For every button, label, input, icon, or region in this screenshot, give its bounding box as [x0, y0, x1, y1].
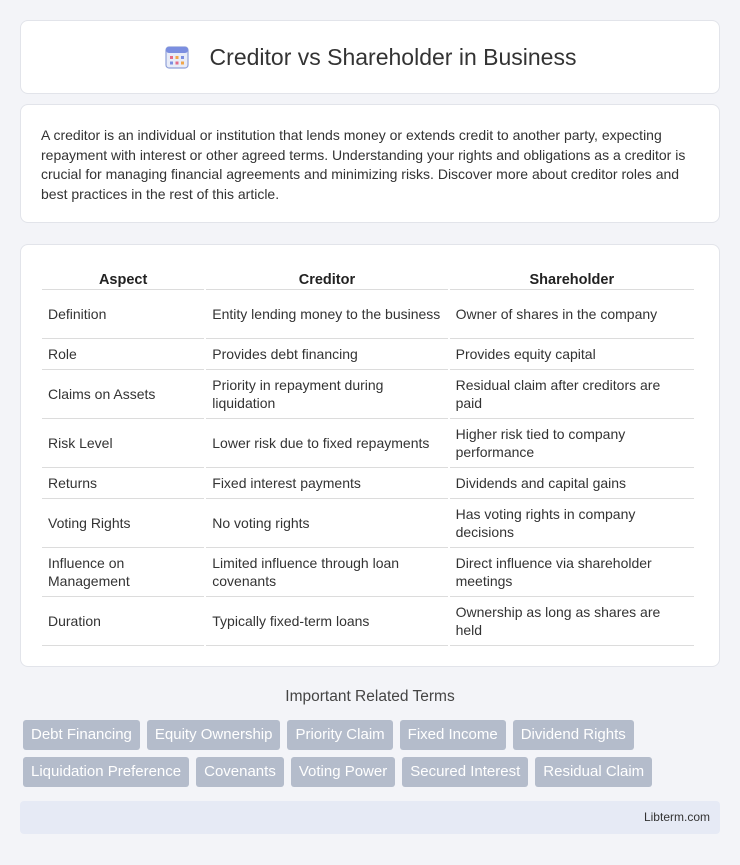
tag-fixed-income[interactable]: Fixed Income — [400, 720, 506, 750]
table-row — [42, 339, 694, 370]
cell-shareholder: Provides equity capital — [450, 339, 694, 370]
cell-creditor: Provides debt financing — [206, 339, 447, 370]
table-row — [42, 290, 694, 339]
table-row — [42, 468, 694, 499]
table-row — [42, 548, 694, 597]
cell-aspect: Influence on Management — [42, 548, 204, 597]
cell-shareholder: Has voting rights in company decisions — [450, 499, 694, 548]
comparison-table-card — [20, 244, 720, 667]
cell-creditor: Entity lending money to the business — [206, 290, 447, 339]
cell-shareholder: Direct influence via shareholder meetings — [450, 548, 694, 597]
cell-creditor: Fixed interest payments — [206, 468, 447, 499]
cell-aspect: Returns — [42, 468, 204, 499]
tag-liquidation-preference[interactable]: Liquidation Preference — [23, 757, 189, 787]
cell-shareholder: Ownership as long as shares are held — [450, 597, 694, 646]
tag-secured-interest[interactable]: Secured Interest — [402, 757, 528, 787]
header-card — [20, 20, 720, 94]
intro-text: A creditor is an individual or institution that lends money or extends credit to another party, expecting repayment with interest or other agreed terms. Understanding your rights and obligations as a creditor is crucial for managing financial agreements and minimizing risks. Discover more about creditor roles and best practices in the rest of this article. — [41, 127, 686, 202]
tag-row — [23, 757, 723, 787]
comparison-table — [40, 265, 696, 646]
cell-aspect: Duration — [42, 597, 204, 646]
cell-creditor: Limited influence through loan covenants — [206, 548, 447, 597]
cell-aspect: Claims on Assets — [42, 370, 204, 419]
tag-priority-claim[interactable]: Priority Claim — [287, 720, 392, 750]
table-row — [42, 419, 694, 468]
related-terms-tags — [23, 720, 723, 794]
tag-equity-ownership[interactable]: Equity Ownership — [147, 720, 281, 750]
table-row — [42, 499, 694, 548]
tag-voting-power[interactable]: Voting Power — [291, 757, 395, 787]
header-creditor: Creditor — [206, 265, 447, 290]
footer — [20, 801, 720, 834]
table-row — [42, 597, 694, 646]
cell-shareholder: Residual claim after creditors are paid — [450, 370, 694, 419]
intro-card — [20, 104, 720, 223]
cell-shareholder: Owner of shares in the company — [450, 290, 694, 339]
cell-creditor: Priority in repayment during liquidation — [206, 370, 447, 419]
related-terms-title: Important Related Terms — [285, 688, 455, 705]
tag-residual-claim[interactable]: Residual Claim — [535, 757, 652, 787]
footer-link[interactable]: Libterm.com — [643, 810, 710, 824]
calendar-icon — [164, 44, 190, 70]
tag-dividend-rights[interactable]: Dividend Rights — [513, 720, 634, 750]
cell-creditor: Typically fixed-term loans — [206, 597, 447, 646]
cell-aspect: Voting Rights — [42, 499, 204, 548]
cell-aspect: Risk Level — [42, 419, 204, 468]
cell-aspect: Definition — [42, 290, 204, 339]
table-row — [42, 370, 694, 419]
header-shareholder: Shareholder — [450, 265, 694, 290]
cell-aspect: Role — [42, 339, 204, 370]
header-aspect: Aspect — [42, 265, 204, 290]
cell-creditor: Lower risk due to fixed repayments — [206, 419, 447, 468]
tag-covenants[interactable]: Covenants — [196, 757, 284, 787]
page-title: Creditor vs Shareholder in Business — [209, 43, 577, 70]
cell-creditor: No voting rights — [206, 499, 447, 548]
cell-shareholder: Dividends and capital gains — [450, 468, 694, 499]
cell-shareholder: Higher risk tied to company performance — [450, 419, 694, 468]
tag-row — [23, 720, 723, 750]
tag-debt-financing[interactable]: Debt Financing — [23, 720, 140, 750]
